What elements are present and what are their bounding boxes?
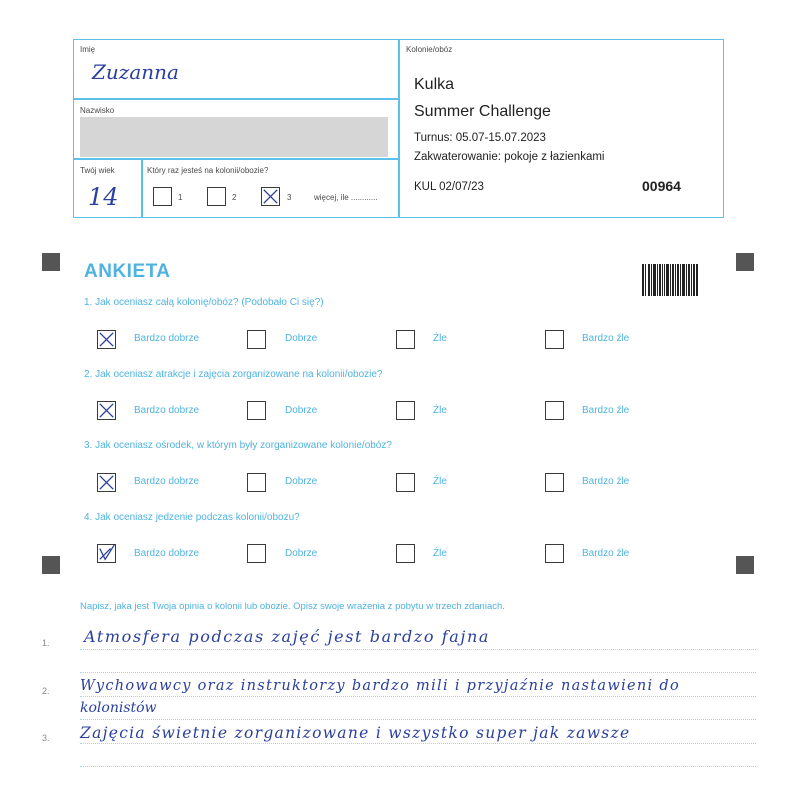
times-label: Który raz jesteś na kolonii/obozie?	[147, 166, 269, 175]
q1-option-very-bad-label: Bardzo źle	[582, 333, 630, 344]
header-divider-age	[141, 158, 143, 218]
q4-option-bad-checkbox[interactable]	[396, 544, 415, 563]
q1-option-good-label: Dobrze	[285, 333, 318, 344]
q3-option-bad-checkbox[interactable]	[396, 473, 415, 492]
answer-line-2b	[80, 719, 756, 720]
header-divider-name	[73, 98, 399, 100]
camp-name-1: Kulka	[414, 76, 455, 93]
q2-option-good-label: Dobrze	[285, 405, 318, 416]
times-option-3: 3	[287, 193, 292, 202]
registration-mark-top-left	[42, 253, 60, 271]
q4-option-good-label: Dobrze	[285, 548, 318, 559]
name-label: Imię	[80, 45, 96, 54]
times-option-2: 2	[232, 193, 237, 202]
opinion-prompt: Napisz, jaka jest Twoja opinia o kolonii lub obozie. Opisz swoje wrażenia z pobytu w trzech zdaniach.	[80, 601, 505, 612]
q4-option-good-checkbox[interactable]	[247, 544, 266, 563]
surname-label: Nazwisko	[80, 106, 115, 115]
q1-option-very-good-label: Bardzo dobrze	[134, 333, 200, 344]
question-4: 4. Jak oceniasz jedzenie podczas kolonii/obozu?	[84, 512, 300, 523]
check-x-icon	[98, 331, 115, 348]
question-2: 2. Jak oceniasz atrakcje i zajęcia zorganizowane na kolonii/obozie?	[84, 369, 383, 380]
check-v-icon	[98, 545, 115, 562]
camp-label: Kolonie/obóz	[406, 45, 453, 54]
question-1: 1. Jak oceniasz całą kolonię/obóz? (Podobało Ci się?)	[84, 297, 324, 308]
q2-option-very-bad-label: Bardzo źle	[582, 405, 630, 416]
q4-option-very-bad-checkbox[interactable]	[545, 544, 564, 563]
registration-mark-top-right	[736, 253, 754, 271]
q4-option-very-good-checkbox[interactable]	[97, 544, 116, 563]
answer-line-1b	[80, 672, 756, 673]
q3-option-good-label: Dobrze	[285, 476, 318, 487]
q3-option-bad-label: Źle	[433, 476, 447, 487]
header-divider-surname	[73, 158, 399, 160]
camp-name-2: Summer Challenge	[414, 103, 551, 120]
q1-option-bad-checkbox[interactable]	[396, 330, 415, 349]
q2-option-very-bad-checkbox[interactable]	[545, 401, 564, 420]
q3-option-very-good-label: Bardzo dobrze	[134, 476, 200, 487]
q2-option-good-checkbox[interactable]	[247, 401, 266, 420]
answer-line-number-3: 3.	[42, 733, 50, 743]
q2-option-bad-label: Źle	[433, 405, 447, 416]
answer-1: Atmosfera podczas zajęć jest bardzo fajna	[84, 627, 491, 646]
age-value: 14	[88, 183, 119, 211]
times-checkbox-3[interactable]	[261, 187, 280, 206]
q3-option-very-good-checkbox[interactable]	[97, 473, 116, 492]
camp-number: 00964	[642, 178, 681, 194]
answer-2-continued: kolonistów	[80, 700, 157, 716]
q2-option-bad-checkbox[interactable]	[396, 401, 415, 420]
q4-option-very-bad-label: Bardzo źle	[582, 548, 630, 559]
age-label: Twój wiek	[80, 166, 115, 175]
answer-line-3a	[80, 743, 756, 744]
times-option-1: 1	[178, 193, 183, 202]
q3-option-very-bad-label: Bardzo źle	[582, 476, 630, 487]
barcode	[642, 264, 698, 296]
header-divider-vertical	[398, 39, 400, 218]
answer-2: Wychowawcy oraz instruktorzy bardzo mili i przyjaźnie nastawieni do	[80, 678, 680, 694]
q1-option-bad-label: Źle	[433, 333, 447, 344]
q4-option-bad-label: Źle	[433, 548, 447, 559]
times-more-label: więcej, ile ............	[314, 193, 378, 202]
surname-redacted	[80, 117, 388, 157]
q3-option-very-bad-checkbox[interactable]	[545, 473, 564, 492]
check-x-icon	[98, 402, 115, 419]
camp-turnus: Turnus: 05.07-15.07.2023	[414, 132, 546, 144]
check-x-icon	[262, 188, 279, 205]
answer-line-2a	[80, 696, 756, 697]
name-value: Zuzanna	[92, 60, 179, 84]
check-x-icon	[98, 474, 115, 491]
q3-option-good-checkbox[interactable]	[247, 473, 266, 492]
answer-3: Zajęcia świetnie zorganizowane i wszystko super jak zawsze	[80, 724, 631, 742]
q1-option-very-bad-checkbox[interactable]	[545, 330, 564, 349]
q2-option-very-good-label: Bardzo dobrze	[134, 405, 200, 416]
times-checkbox-1[interactable]	[153, 187, 172, 206]
survey-title: ANKIETA	[84, 261, 171, 282]
answer-line-number-1: 1.	[42, 638, 50, 648]
answer-line-1a	[80, 649, 756, 650]
camp-code: KUL 02/07/23	[414, 181, 484, 193]
times-checkbox-2[interactable]	[207, 187, 226, 206]
q1-option-good-checkbox[interactable]	[247, 330, 266, 349]
camp-accommodation: Zakwaterowanie: pokoje z łazienkami	[414, 151, 605, 163]
question-3: 3. Jak oceniasz ośrodek, w którym były zorganizowane kolonie/obóz?	[84, 440, 392, 451]
registration-mark-bottom-left	[42, 556, 60, 574]
q1-option-very-good-checkbox[interactable]	[97, 330, 116, 349]
registration-mark-bottom-right	[736, 556, 754, 574]
answer-line-3b	[80, 766, 756, 767]
answer-line-number-2: 2.	[42, 686, 50, 696]
q2-option-very-good-checkbox[interactable]	[97, 401, 116, 420]
q4-option-very-good-label: Bardzo dobrze	[134, 548, 200, 559]
